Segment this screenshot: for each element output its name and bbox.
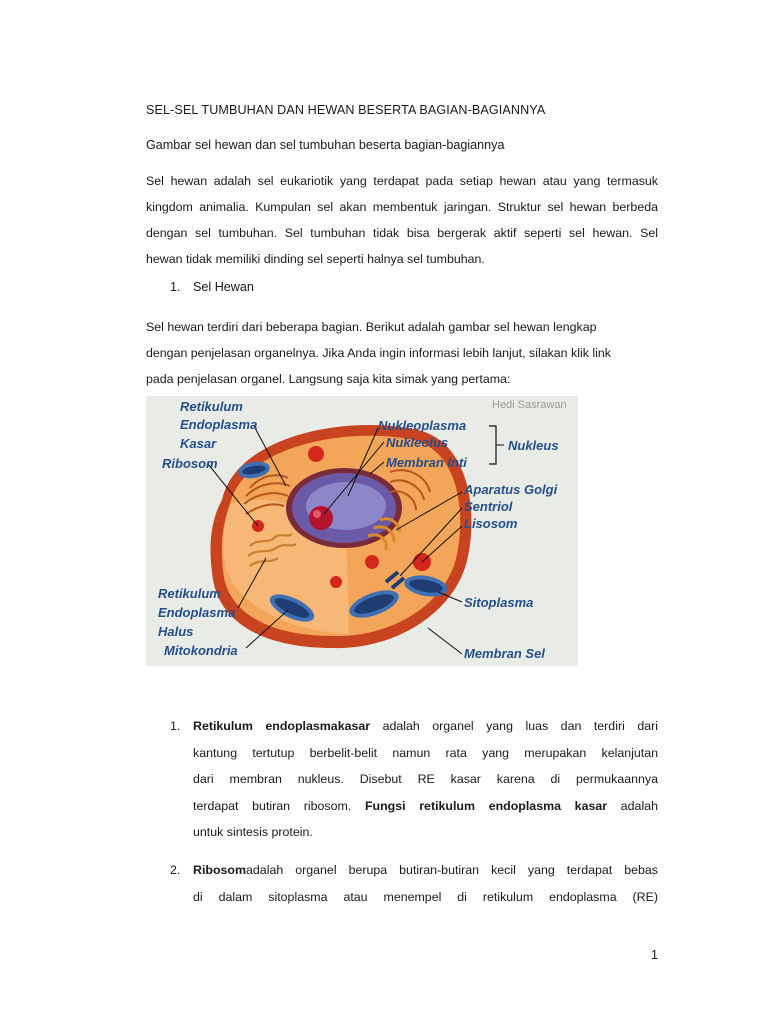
paragraph-line: kingdom animalia. Kumpulan sel akan membentuk jaringan. Struktur sel hewan berbeda [146, 200, 658, 214]
label-nukleoplasma: Nukleoplasma [378, 418, 467, 433]
list-number: 1. [170, 719, 181, 733]
list-item-line [193, 884, 658, 911]
list-item-line [193, 740, 658, 767]
section-number: 1. [170, 280, 181, 294]
list-item-body [193, 713, 658, 846]
paragraph-line: hewan tidak memiliki dinding sel seperti halnya sel tumbuhan. [146, 252, 485, 266]
intro-line: Sel hewan terdiri dari beberapa bagian. Berikut adalah gambar sel hewan lengkap [146, 320, 597, 334]
figure-watermark: Hedi Sasrawan [492, 399, 567, 411]
list-item-line [193, 819, 658, 846]
paragraph-line: dengan sel tumbuhan. Sel tumbuhan tidak bisa bergerak aktif seperti sel hewan. Sel [146, 226, 658, 240]
intro-line: dengan penjelasan organelnya. Jika Anda ingin informasi lebih lanjut, silakan klik link [146, 346, 611, 360]
label-ser-1: Retikulum [158, 586, 221, 601]
nucleolus-highlight [313, 510, 321, 518]
label-ser-3: Halus [158, 624, 194, 639]
text-run: adalah organel berupa butiran-butiran kecil yang terdapat bebas [246, 863, 658, 877]
label-ribosom: Ribosom [162, 456, 218, 471]
page-number: 1 [651, 948, 659, 962]
nucleus [286, 468, 402, 548]
list-item-line [193, 713, 658, 740]
label-membran-sel: Membran Sel [464, 646, 545, 661]
list-number: 2. [170, 863, 181, 877]
label-rer-3: Kasar [180, 436, 217, 451]
list-item-line [193, 766, 658, 793]
list-item-line [193, 793, 658, 820]
paragraph-line: Sel hewan adalah sel eukariotik yang terdapat pada setiap hewan atau yang termasuk [146, 174, 658, 188]
text-run: adalah [607, 798, 658, 813]
text-run: adalah organel yang luas dan terdiri dari [370, 719, 658, 733]
text-run: untuk sintesis protein. [193, 825, 313, 839]
label-nukleus: Nukleus [508, 438, 559, 453]
text-run: kantung tertutup berbelit-belit namun rata yang merupakan kelanjutan [193, 745, 658, 760]
label-nukleolus: Nukleolus [386, 435, 449, 450]
list-item-line [193, 857, 658, 884]
label-sitoplasma: Sitoplasma [464, 595, 534, 610]
bold-text: Fungsi retikulum endoplasma kasar [364, 798, 608, 813]
label-aparatus-golgi: Aparatus Golgi [464, 482, 558, 497]
bold-text: Ribosom [193, 863, 247, 877]
label-sentriol: Sentriol [464, 499, 513, 514]
section-heading [170, 280, 254, 294]
text-run: di dalam sitoplasma atau menempel di retikulum endoplasma (RE) [193, 889, 658, 904]
section-title: Sel Hewan [193, 280, 254, 294]
list-item-body [193, 857, 658, 910]
text-run: terdapat butiran ribosom. [193, 798, 365, 813]
label-lisosom: Lisosom [464, 516, 518, 531]
animal-cell-figure [146, 396, 578, 666]
intro-paragraph [146, 168, 658, 272]
page-title: SEL-SEL TUMBUHAN DAN HEWAN BESERTA BAGIAN-BAGIANNYA [146, 103, 546, 117]
label-mitokondria: Mitokondria [164, 643, 238, 658]
label-rer-2: Endoplasma [180, 417, 258, 432]
nucleolus [309, 506, 333, 530]
bold-text: Retikulum endoplasmakasar [193, 719, 371, 733]
label-rer-1: Retikulum [180, 399, 243, 414]
text-run: dari membran nukleus. Disebut RE kasar karena di permukaannya [193, 772, 658, 786]
intro-line: pada penjelasan organel. Langsung saja kita simak yang pertama: [146, 372, 511, 386]
label-membran-inti: Membran Inti [386, 455, 467, 470]
section-intro [146, 314, 666, 392]
label-ser-2: Endoplasma [158, 605, 236, 620]
page-subtitle: Gambar sel hewan dan sel tumbuhan beserta bagian-bagiannya [146, 138, 505, 152]
